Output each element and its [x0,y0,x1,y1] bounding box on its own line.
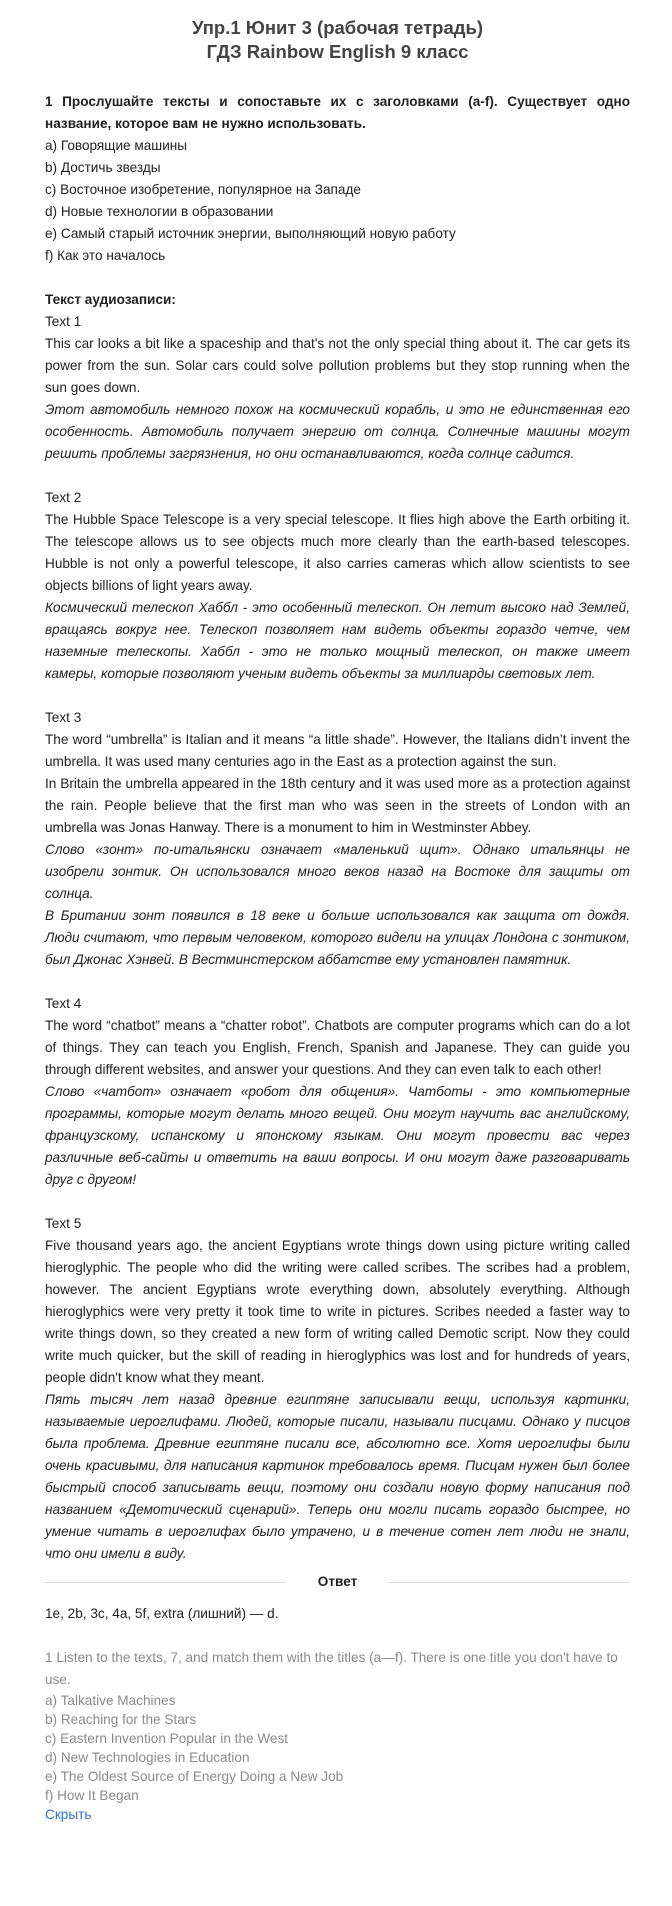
russian-translation: Космический телескоп Хаббл - это особенный телескоп. Он летит высоко над Землей, вращаясь вокруг нее. Телескоп позволяет нам видеть объекты гораздо четче, чем наземные телескопы. Хаббл - это не только мощный телескоп, он также имеет камеры, которые позволяют ученым видеть объекты за миллиарды световых лет. [45,600,630,681]
english-paragraph: This car looks a bit like a spaceship and that's not the only special thing about it. The car gets its power from the sun. Solar cars could solve pollution problems but they stop running when the sun goes down. [45,336,630,395]
options-list [45,135,630,267]
english-option-a: a) Talkative Machines [45,1693,176,1708]
page-title [45,16,630,64]
russian-translation: Пять тысяч лет назад древние египтяне записывали вещи, используя картинки, называемые иероглифами. Людей, которые писали, называли писцами. Однако у писцов была проблема. Древние египтяне писали все, абсолютно все. Хотя иероглифы были очень красивыми, для написания картинок требовалось время. Писцам нужен был более быстрый способ записывать вещи, поэтому они создали новую форму написания под названием «Демотический сценарий». Теперь они могли писать гораздо быстрее, но умение читать в иероглифах было утрачено, и в течение сотен лет люди не знали, что они имели в виду. [45,1392,630,1561]
english-option-e: e) The Oldest Source of Energy Doing a New Job [45,1769,344,1784]
russian-translation: В Британии зонт появился в 18 веке и больше использовался как защита от дождя. Люди считают, что первым человеком, которого видели на улицах Лондона с зонтиком, был Джонас Хэнвей. В Вестминстерском аббатстве ему установлен памятник. [45,908,630,967]
english-task-block [45,1647,630,1824]
task-instruction: 1 Прослушайте тексты и сопоставьте их с заголовками (a-f). Существует одно название, которое вам не нужно использовать. [45,94,630,131]
option-a: a) Говорящие машины [45,138,188,153]
russian-translation: Слово «зонт» по-итальянски означает «маленький щит». Однако итальянцы не изобрели зонтик. Он использовался много веков назад на Востоке для защиты от солнца. [45,842,630,901]
option-b: b) Достичь звезды [45,160,161,175]
text-heading: Text 1 [45,314,82,329]
english-option-d: d) New Technologies in Education [45,1750,250,1765]
english-option-c: c) Eastern Invention Popular in the West [45,1731,289,1746]
text-block-5 [45,1213,630,1565]
text-block-2 [45,487,630,685]
text-block-3 [45,707,630,971]
english-paragraph: Five thousand years ago, the ancient Egyptians wrote things down using picture writing called hieroglyphic. The people who did the writing were called scribes. The scribes had a problem, however. The ancient Egyptians wrote everything down, absolutely everything. Although hieroglyphics were very pretty it took time to write in pictures. Scribes needed a faster way to write things down, so they created a new form of writing called Demotic script. Now they could write much quicker, but the skill of reading in hieroglyphics was lost and for hundreds of years, people didn't know what they meant. [45,1238,630,1385]
english-paragraph: The word “umbrella” is Italian and it means “a little shade”. However, the Italians didn’t invent the umbrella. It was used many centuries ago in the East as a protection against the sun. [45,732,630,769]
hide-link[interactable]: Скрыть [45,1807,92,1822]
option-c: c) Восточное изобретение, популярное на Западе [45,182,361,197]
text-block-4 [45,993,630,1191]
audio-label: Текст аудиозаписи: [45,292,176,307]
english-task-instruction: 1 Listen to the texts, 7, and match them with the titles (a—f). There is one title you don't have to use. [45,1650,618,1687]
russian-translation: Слово «чатбот» означает «робот для общения». Чатботы - это компьютерные программы, которые могут делать много вещей. Они могут научить вас английскому, французскому, испанскому и японскому языкам. Они могут провести вас через различные веб-сайты и ответить на ваши вопросы. И они могут даже разговаривать друг с другом! [45,1084,630,1187]
english-paragraph: The word “chatbot” means a “chatter robot”. Chatbots are computer programs which can do a lot of things. They can teach you English, French, Spanish and Japanese. They can guide you through different websites, and answer your questions. And they can even talk to each other! [45,1018,630,1077]
text-heading: Text 3 [45,710,82,725]
russian-translation: Этот автомобиль немного похож на космический корабль, и это не единственная его особенность. Автомобиль получает энергию от солнца. Солнечные машины могут решить проблемы загрязнения, но они останавливаются, когда солнце садится. [45,402,630,461]
text-heading: Text 4 [45,996,82,1011]
english-option-b: b) Reaching for the Stars [45,1712,197,1727]
text-block-1 [45,311,630,465]
answer-divider [45,1571,630,1593]
english-paragraph: The Hubble Space Telescope is a very special telescope. It flies high above the Earth orbiting it. The telescope allows us to see objects much more clearly than the earth-based telescopes. Hubble is not only a powerful telescope, it also carries cameras which allow scientists to see objects billions of light years away. [45,512,630,593]
divider-line [389,1582,630,1583]
title-line-2: ГДЗ Rainbow English 9 класс [206,41,469,62]
title-line-1: Упр.1 Юнит 3 (рабочая тетрадь) [191,17,484,38]
divider-line [45,1582,286,1583]
option-e: e) Самый старый источник энергии, выполняющий новую работу [45,226,456,241]
option-d: d) Новые технологии в образовании [45,204,274,219]
answer-heading: Ответ [317,1574,358,1589]
option-f: f) Как это началось [45,248,166,263]
text-heading: Text 5 [45,1216,82,1231]
text-heading: Text 2 [45,490,82,505]
answer-text: 1e, 2b, 3c, 4a, 5f, extra (лишний) — d. [45,1606,279,1621]
english-option-f: f) How It Began [45,1788,139,1803]
english-paragraph: In Britain the umbrella appeared in the 18th century and it was used more as a protection against the rain. People believe that the first man who was seen in the streets of London with an umbrella was Jonas Hanway. There is a monument to him in Westminster Abbey. [45,776,630,835]
